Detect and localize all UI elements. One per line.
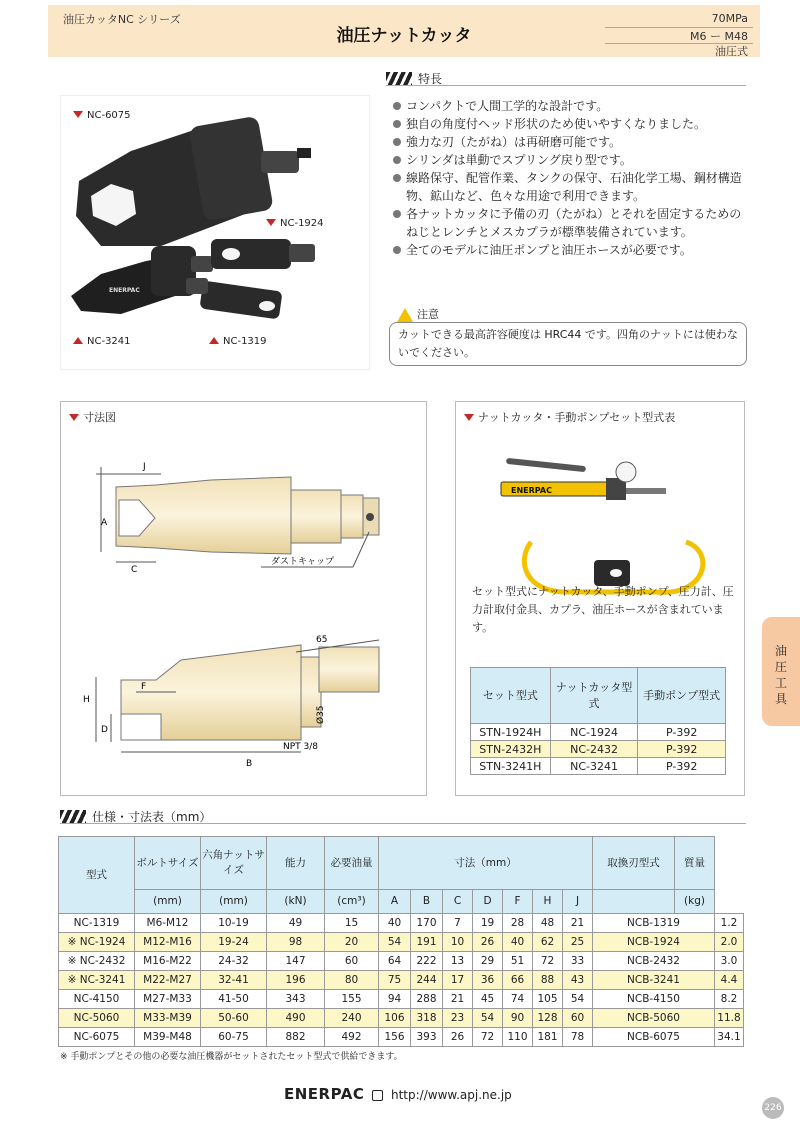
table-cell: 343 xyxy=(267,990,325,1009)
table-cell: ※ NC-2432 xyxy=(59,952,135,971)
table-cell: 128 xyxy=(533,1009,563,1028)
table-cell: 191 xyxy=(411,933,443,952)
dimension-panel xyxy=(60,401,427,796)
col-header: 能力 xyxy=(267,837,325,890)
dim-label: 65 xyxy=(316,635,328,645)
table-cell: M22-M27 xyxy=(135,971,201,990)
features-heading: 特長 xyxy=(386,68,746,86)
dim-col: C xyxy=(443,890,473,914)
list-item: 全てのモデルに油圧ポンプと油圧ホースが必要です。 xyxy=(390,241,750,259)
table-cell: 51 xyxy=(503,952,533,971)
table-cell: 490 xyxy=(267,1009,325,1028)
list-item: 独自の角度付ヘッド形状のため使いやすくなりました。 xyxy=(390,115,750,133)
caution-heading: 注意 xyxy=(397,306,439,322)
table-cell: 60-75 xyxy=(201,1028,267,1047)
table-cell: 80 xyxy=(325,971,379,990)
table-cell: 90 xyxy=(503,1009,533,1028)
table-cell: NCB-6075 xyxy=(593,1028,715,1047)
spec-type: 油圧式 xyxy=(715,45,748,58)
list-item: 線路保守、配管作業、タンクの保守、石油化学工場、鋼材構造物、鉱山など、色々な用途で利用できます。 xyxy=(390,169,750,205)
table-cell: 882 xyxy=(267,1028,325,1047)
table-cell: 244 xyxy=(411,971,443,990)
table-cell: 48 xyxy=(533,914,563,933)
table-cell: 181 xyxy=(533,1028,563,1047)
nut-cutter-illustration xyxy=(61,96,370,370)
label-nc-1319: NC-1319 xyxy=(209,336,267,347)
table-cell: M33-M39 xyxy=(135,1009,201,1028)
pump-brand: ENERPAC xyxy=(511,486,552,495)
col-header: ボルトサイズ xyxy=(135,837,201,890)
caution-box: カットできる最高許容硬度は HRC44 です。四角のナットには使わないでください。 xyxy=(389,322,747,366)
table-cell: M27-M33 xyxy=(135,990,201,1009)
table-cell: 26 xyxy=(473,933,503,952)
series-name: 油圧カッタNC シリーズ xyxy=(63,13,181,26)
stripe-icon xyxy=(60,810,86,823)
table-row xyxy=(59,933,744,952)
table-cell: 78 xyxy=(563,1028,593,1047)
dim-col: F xyxy=(503,890,533,914)
dim-label: F xyxy=(141,682,147,692)
unit-cell: (mm) xyxy=(135,890,201,914)
table-cell: 8.2 xyxy=(715,990,744,1009)
table-cell: 19 xyxy=(473,914,503,933)
dim-col: A xyxy=(379,890,411,914)
dim-col: B xyxy=(411,890,443,914)
table-cell: 24-32 xyxy=(201,952,267,971)
unit-cell: (cm³) xyxy=(325,890,379,914)
set-col-header: ナットカッタ型式 xyxy=(550,668,638,724)
table-cell: 74 xyxy=(503,990,533,1009)
table-row xyxy=(59,1009,744,1028)
table-cell: 54 xyxy=(379,933,411,952)
col-header: 必要油量 xyxy=(325,837,379,890)
table-cell: 110 xyxy=(503,1028,533,1047)
photo-brand: ENERPAC xyxy=(109,287,140,294)
features-list xyxy=(390,97,750,259)
table-cell: M6-M12 xyxy=(135,914,201,933)
set-col-header: 手動ポンプ型式 xyxy=(638,668,726,724)
label-nc-1924: NC-1924 xyxy=(266,218,324,229)
page-title: 油圧ナットカッタ xyxy=(336,26,472,46)
table-cell: 50-60 xyxy=(201,1009,267,1028)
table-cell: 4.4 xyxy=(715,971,744,990)
table-cell: 23 xyxy=(443,1009,473,1028)
label-nc-6075: NC-6075 xyxy=(73,110,131,121)
table-cell: 21 xyxy=(443,990,473,1009)
set-heading: ナットカッタ・手動ポンプセット型式表 xyxy=(464,409,675,425)
table-cell: 36 xyxy=(473,971,503,990)
table-cell: NCB-1319 xyxy=(593,914,715,933)
table-cell: 62 xyxy=(533,933,563,952)
table-cell: 29 xyxy=(473,952,503,971)
table-cell: 105 xyxy=(533,990,563,1009)
table-cell: 155 xyxy=(325,990,379,1009)
table-cell: 54 xyxy=(473,1009,503,1028)
table-cell: NCB-1924 xyxy=(593,933,715,952)
table-cell: NCB-3241 xyxy=(593,971,715,990)
table-cell: 13 xyxy=(443,952,473,971)
footer xyxy=(284,1085,512,1103)
table-cell: 318 xyxy=(411,1009,443,1028)
table-cell: M12-M16 xyxy=(135,933,201,952)
dim-label: J xyxy=(143,462,146,472)
footer-url[interactable]: http://www.apj.ne.jp xyxy=(391,1088,512,1102)
table-cell: 54 xyxy=(563,990,593,1009)
table-cell: 17 xyxy=(443,971,473,990)
table-cell: 170 xyxy=(411,914,443,933)
side-tab-label: 油圧工具 xyxy=(774,644,787,706)
table-cell: 222 xyxy=(411,952,443,971)
list-item: 強力な刃（たがね）は再研磨可能です。 xyxy=(390,133,750,151)
col-header: 六角ナットサイズ xyxy=(201,837,267,890)
dim-label: NPT 3/8 xyxy=(283,742,319,752)
table-cell: 88 xyxy=(533,971,563,990)
set-col-header: セット型式 xyxy=(471,668,551,724)
table-cell: NC-1319 xyxy=(59,914,135,933)
table-cell: 156 xyxy=(379,1028,411,1047)
table-cell: 64 xyxy=(379,952,411,971)
table-cell: NC-6075 xyxy=(59,1028,135,1047)
table-cell: ※ NC-3241 xyxy=(59,971,135,990)
table-cell: 106 xyxy=(379,1009,411,1028)
dim-label: D xyxy=(101,725,108,735)
table-row xyxy=(59,971,744,990)
table-cell: 49 xyxy=(267,914,325,933)
stripe-icon xyxy=(386,72,412,85)
table-cell: NC-5060 xyxy=(59,1009,135,1028)
logo-mark-icon xyxy=(372,1090,383,1101)
table-cell: 94 xyxy=(379,990,411,1009)
list-item: 各ナットカッタに予備の刃（たがね）とそれを固定するためのねじとレンチとメスカプラが標準装備されています。 xyxy=(390,205,750,241)
table-cell: NCB-2432 xyxy=(593,952,715,971)
table-row: STN-3241H NC-3241 P-392 xyxy=(471,758,726,775)
table-cell: 10-19 xyxy=(201,914,267,933)
table-cell: NCB-5060 xyxy=(593,1009,715,1028)
table-cell: 66 xyxy=(503,971,533,990)
table-cell: 240 xyxy=(325,1009,379,1028)
table-cell: 288 xyxy=(411,990,443,1009)
table-cell: 43 xyxy=(563,971,593,990)
dim-label: Ø35 xyxy=(316,705,326,724)
table-cell: 32-41 xyxy=(201,971,267,990)
table-cell: 33 xyxy=(563,952,593,971)
table-cell: 11.8 xyxy=(715,1009,744,1028)
table-cell: 75 xyxy=(379,971,411,990)
product-photo xyxy=(60,95,370,370)
table-cell: 41-50 xyxy=(201,990,267,1009)
table-cell: 34.1 xyxy=(715,1028,744,1047)
table-row xyxy=(59,1028,744,1047)
dim-label: C xyxy=(131,565,138,575)
dim-label: H xyxy=(83,695,90,705)
unit-cell: (kg) xyxy=(675,890,715,914)
set-table xyxy=(470,667,726,775)
table-cell: 40 xyxy=(379,914,411,933)
table-cell: M16-M22 xyxy=(135,952,201,971)
spec-table xyxy=(58,836,744,1047)
table-cell: 492 xyxy=(325,1028,379,1047)
table-cell: 98 xyxy=(267,933,325,952)
table-cell: 3.0 xyxy=(715,952,744,971)
set-description: セット型式にナットカッタ、手動ポンプ、圧力計、圧力計取付金具、カプラ、油圧ホースが含まれています。 xyxy=(472,585,734,634)
table-cell: 26 xyxy=(443,1028,473,1047)
footnote: ※ 手動ポンプとその他の必要な油圧機器がセットされたセット型式で供給できます。 xyxy=(60,1052,403,1062)
table-cell: M39-M48 xyxy=(135,1028,201,1047)
table-cell: 60 xyxy=(563,1009,593,1028)
col-header: 質量 xyxy=(675,837,715,890)
label-nc-3241: NC-3241 xyxy=(73,336,131,347)
table-cell: 15 xyxy=(325,914,379,933)
spec-heading: 仕様・寸法表（mm） xyxy=(60,806,746,824)
table-cell: 45 xyxy=(473,990,503,1009)
col-header: 取換刃型式 xyxy=(593,837,675,890)
dim-label: ダストキャップ xyxy=(271,557,335,567)
table-cell: 10 xyxy=(443,933,473,952)
table-row xyxy=(59,952,744,971)
table-cell: NC-4150 xyxy=(59,990,135,1009)
unit-cell: (kN) xyxy=(267,890,325,914)
table-cell: 7 xyxy=(443,914,473,933)
list-item: コンパクトで人間工学的な設計です。 xyxy=(390,97,750,115)
table-cell: NCB-4150 xyxy=(593,990,715,1009)
table-cell: 19-24 xyxy=(201,933,267,952)
page-number: 226 xyxy=(762,1097,784,1119)
table-cell: 2.0 xyxy=(715,933,744,952)
table-row xyxy=(59,990,744,1009)
table-cell: ※ NC-1924 xyxy=(59,933,135,952)
dim-col: H xyxy=(533,890,563,914)
table-cell: 147 xyxy=(267,952,325,971)
unit-cell: (mm) xyxy=(201,890,267,914)
table-cell: 196 xyxy=(267,971,325,990)
list-item: シリンダは単動でスプリング戻り型です。 xyxy=(390,151,750,169)
table-cell: 72 xyxy=(533,952,563,971)
table-row: STN-2432H NC-2432 P-392 xyxy=(471,741,726,758)
col-header: 型式 xyxy=(59,837,135,914)
dim-col: D xyxy=(473,890,503,914)
table-row xyxy=(59,914,744,933)
table-cell: 72 xyxy=(473,1028,503,1047)
table-cell: 1.2 xyxy=(715,914,744,933)
table-cell: 40 xyxy=(503,933,533,952)
dimension-heading: 寸法図 xyxy=(69,409,116,425)
warning-icon xyxy=(397,308,413,322)
table-cell: 28 xyxy=(503,914,533,933)
dim-label: B xyxy=(246,759,253,769)
table-cell: 60 xyxy=(325,952,379,971)
spec-range: M6 ー M48 xyxy=(690,30,748,43)
col-header: 寸法（mm） xyxy=(379,837,593,890)
dimension-drawing xyxy=(61,402,426,795)
spec-pressure: 70MPa xyxy=(711,12,748,25)
table-cell: 21 xyxy=(563,914,593,933)
dim-label: A xyxy=(101,518,108,528)
table-cell: 393 xyxy=(411,1028,443,1047)
table-cell: 25 xyxy=(563,933,593,952)
table-row: STN-1924H NC-1924 P-392 xyxy=(471,724,726,741)
brand-logo: ENERPAC xyxy=(284,1085,365,1103)
dim-col: J xyxy=(563,890,593,914)
table-cell: 20 xyxy=(325,933,379,952)
